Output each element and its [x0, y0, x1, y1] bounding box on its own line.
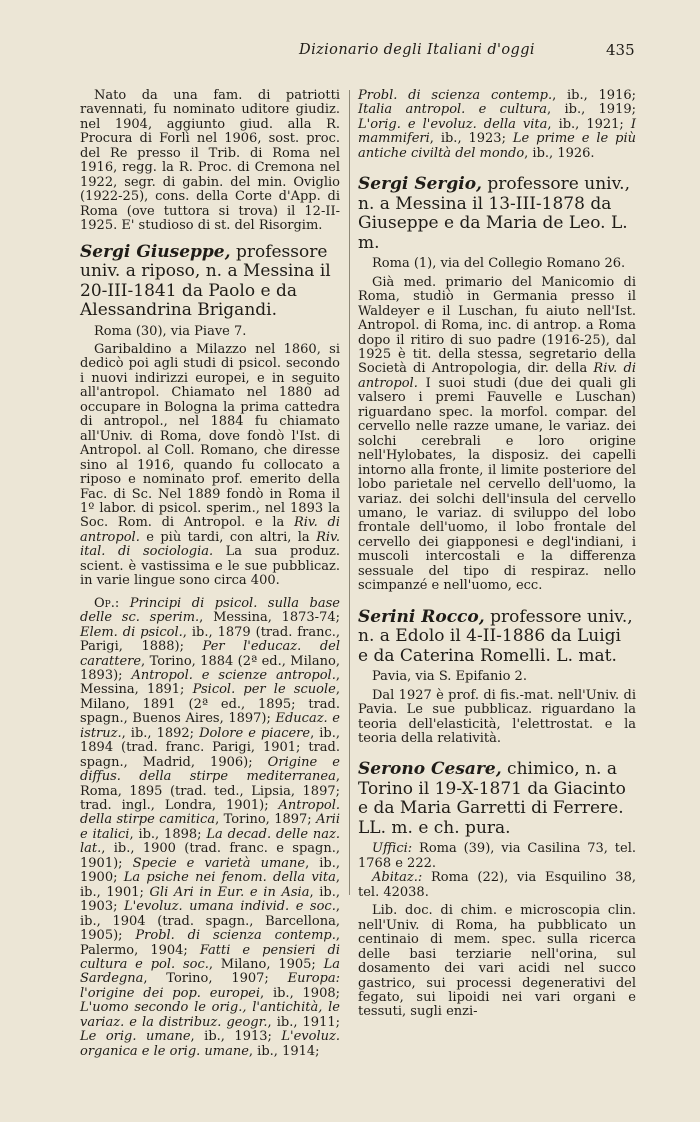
work-publication: , Roma, 1895 (trad. ted., Lipsia, 1897; trad. ingl., Londra, 1901); — [80, 769, 340, 814]
entry-biography — [358, 276, 636, 594]
entry-sergi-giuseppe — [80, 243, 340, 1060]
work-title: L'evoluz. umana individ. e soc. — [124, 899, 336, 915]
works-list — [80, 597, 340, 1060]
work-publication: , ib., 1900 (trad. franc. e spagn., 1901); — [80, 841, 340, 871]
work-title: Fatti e pensieri di cultura e pol. soc. — [80, 942, 340, 973]
work-title: Specie e varietà umane — [132, 855, 306, 871]
work-title: L'uomo secondo le orig., l'antichità, le variaz. e la distribuz. geogr. — [80, 1000, 340, 1030]
work-title: Antropol. della stirpe camitica — [80, 798, 340, 828]
work-title: Educaz. e istruz. — [80, 711, 340, 741]
entry-address: Roma (30), via Piave 7. — [94, 323, 247, 339]
work-publication: , ib., 1894 (trad. franc. Parigi, 1901; trad. spagn., Madrid, 1906); — [80, 725, 340, 770]
home-address: Roma (22), via Esquilino 38, tel. 42038. — [358, 870, 636, 900]
bio-text: Già med. primario del Manicomio di Roma, studiò in Germania presso il Waldeyer e il Luschan, fu aiuto nell'Ist. Antropol. di Roma, inc. di antrop. a Roma dopo il ritiro di suo padre (1916-25), dal 1925 è tit. della stessa, segretario della Società di Antropologia, dir. della — [358, 274, 636, 377]
work-title: Gli Ari in Eur. e in Asia — [149, 884, 310, 900]
work-publication: , ib., 1916; — [552, 88, 636, 103]
entry-heading — [80, 243, 340, 321]
work-title: Psicol. per le scuole — [192, 682, 336, 698]
work-publication: , Messina, 1873-74; — [199, 610, 340, 626]
entry-title: professore univ. a riposo, n. a Messina il 20-III-1841 da Paolo e da Alessandrina Brigandi. — [80, 241, 331, 321]
work-publication: , Milano, 1905; — [208, 957, 324, 973]
work-publication: , ib., 1926. — [524, 145, 595, 161]
bio-text: La sua produz. scient. è vastissima e le sue pubblicaz. in varie lingue sono circa 400. — [80, 544, 340, 589]
work-publication: , ib., 1903; — [80, 884, 340, 915]
continued-entry-text: Nato da una fam. di patriotti ravennati, fu nominato uditore giudiz. nel 1904, aggiunto giud. alla R. Procura di Forlì nel 1906, sost. proc. del Re presso il Trib. di Roma nel 1916, regg. la R. Proc. di Cremona nel 1922, segr. di gabin. del min. Oviglio (1922-25), cons. della Corte d'App. di Roma (ove tuttora si trova) il 12-II-1925. E' studioso di st. del Risorgim. — [80, 88, 340, 234]
journal-title: Riv. di antropol. — [358, 361, 636, 391]
entry-name: Sergi Giuseppe, — [80, 241, 231, 262]
work-publication: , ib., 1913; — [190, 1029, 282, 1045]
entry-name: Serono Cesare, — [358, 759, 502, 780]
work-publication: , ib., 1914; — [248, 1043, 320, 1059]
home-label: Abitaz.: — [372, 870, 423, 886]
work-publication: , ib., 1901; — [80, 870, 340, 900]
work-title: I mammiferi — [358, 116, 636, 147]
work-publication: , Torino, 1897; — [215, 812, 317, 828]
entry-title: professore univ., n. a Edolo il 4-II-1886 da Luigi e da Caterina Romelli. L. mat. — [358, 606, 633, 666]
entry-title: chimico, n. a Torino il 19-X-1871 da Giacinto e da Maria Garretti di Ferrere. LL. m. e ch. pura. — [358, 759, 626, 838]
entry-name: Serini Rocco, — [358, 606, 485, 627]
work-publication: , Palermo, 1904; — [80, 928, 340, 958]
work-title: Antropol. e scienze antropol. — [131, 667, 336, 683]
work-title: L'orig. e l'evoluz. della vita — [358, 116, 548, 132]
right-column — [358, 89, 636, 1020]
work-title: Italia antropol. e cultura — [358, 102, 548, 118]
work-publication: , ib., 1923; — [429, 131, 513, 147]
entry-address: Pavia, via S. Epifanio 2. — [372, 669, 527, 685]
work-title: L'evoluz. organica e le orig. umane — [80, 1029, 340, 1059]
work-title: Per l'educaz. del carattere — [80, 639, 340, 669]
work-publication: , ib., 1911; — [267, 1014, 341, 1030]
work-title: La Sardegna — [80, 957, 340, 987]
bio-text: e più tardi, con altri, la — [139, 529, 317, 545]
work-publication: , ib., 1921; — [547, 116, 631, 132]
work-title: La decad. delle naz. lat. — [80, 826, 340, 857]
work-publication: , Milano, 1891 (2ª ed., 1895; trad. spagn., Buenos Aires, 1897); — [80, 682, 340, 727]
entry-biography: Lib. doc. di chim. e microscopia clin. nell'Univ. di Roma, ha pubblicato un centinaio di mem. spec. sulla ricerca delle basi terziarie nell'orina, sul dosamento dei vari acidi nel succo gastrico, sui processi degenerativi del fegato, sui lipoidi nei vari organi e tessuti, sugli enzi- — [358, 903, 636, 1020]
entry-biography — [80, 343, 340, 589]
continued-works-list — [358, 89, 636, 161]
bio-text: Garibaldino a Milazzo nel 1860, si dedicò poi agli studi di psicol. secondo i nuovi indirizzi europei, e in seguito all'antropol. Chiamato nel 1880 ad occupare in Bologna la prima cattedra di antropol., nel 1884 fu chiamato all'Univ. di Roma, dove fondò l'Ist. di Antropol. al Coll. Romano, che diresse sino al 1916, quando fu collocato a riposo e nominato prof. emerito della Fac. di Sc. Nel 1889 fondò in Roma il 1º labor. di psicol. sperim., nel 1893 la Soc. Rom. di Antropol. e la — [80, 341, 340, 531]
entry-serini-rocco — [358, 608, 636, 747]
work-publication: , ib., 1904 (trad. spagn., Barcellona, 1905); — [80, 899, 340, 944]
entry-home — [358, 871, 636, 900]
work-title: Principi di psicol. sulla base delle sc. sperim. — [80, 595, 340, 626]
work-publication: , Torino, 1907; — [143, 971, 288, 987]
works-label: Op.: — [94, 595, 120, 611]
work-publication: , Messina, 1891; — [80, 667, 340, 698]
entry-heading — [358, 175, 636, 253]
entry-sergi-sergio — [358, 175, 636, 593]
work-title: Elem. di psicol. — [80, 624, 183, 640]
work-publication: , ib., 1879 (trad. franc., Parigi, 1888); — [80, 624, 340, 655]
work-title: Europa: l'origine dei pop. europei — [80, 971, 340, 1001]
left-column — [80, 89, 340, 1059]
journal-title: Riv. di antropol. — [80, 515, 340, 545]
work-title: Probl. di scienza contemp. — [358, 88, 553, 103]
page-number: 435 — [606, 41, 635, 59]
bio-text: I suoi studi (due dei quali gli valsero i premi Fauvelle e Luschan) riguardano spec. la morfol. compar. del cervello nelle razze umane, le variaz. dei solchi cerebrali e loro origine nell'Hylobates, la disposiz. dei capelli intorno alla fronte, il limite posteriore del lobo parietale nel cervello dell'uomo, la variaz. dei solchi dell'insula del cervello umano, le variaz. di sviluppo del lobo frontale dell'uomo, il lobo frontale del cervello dei giapponesi e degl'indiani, i muscoli intercostali e la differenza sessuale del tipo di respiraz. nello scimpanzé e nell'uomo, ecc. — [358, 375, 636, 594]
page-header — [0, 42, 700, 68]
work-publication: , ib., 1898; — [129, 826, 207, 842]
offices-label: Uffici: — [372, 841, 413, 857]
work-publication: , ib., 1919; — [547, 102, 637, 118]
work-title: Le orig. umane — [80, 1029, 191, 1045]
work-publication: , ib., 1900; — [80, 855, 341, 886]
entry-address: Roma (1), via del Collegio Romano 26. — [372, 256, 626, 272]
entry-biography: Dal 1927 è prof. di fis.-mat. nell'Univ. di Pavia. Le sue pubblicaz. riguardano la teoria dell'elasticità, l'elettrostat. e la teoria della relatività. — [358, 687, 636, 746]
work-title: Le prime e le più antiche civiltà del mondo — [358, 131, 636, 161]
entry-heading — [358, 760, 636, 838]
column-divider — [349, 90, 350, 895]
work-title: Probl. di scienza contemp. — [135, 928, 336, 944]
entry-serono-cesare — [358, 760, 636, 1019]
entry-title: professore univ., n. a Messina il 13-III-1878 da Giuseppe e da Maria de Leo. L. m. — [358, 174, 630, 253]
entry-offices — [358, 842, 636, 871]
journal-title: Riv. ital. di sociologia. — [80, 529, 340, 560]
running-title: Dizionario degli Italiani d'oggi — [299, 42, 535, 58]
work-publication: , ib., 1892; — [121, 725, 200, 741]
work-title: Arii e italici — [80, 812, 340, 842]
work-title: Origine e diffus. della stirpe mediterranea — [80, 754, 340, 785]
offices-address: Roma (39), via Casilina 73, tel. 1768 e 222. — [358, 841, 636, 871]
entry-name: Sergi Sergio, — [358, 174, 482, 195]
work-publication: , ib., 1908; — [260, 985, 340, 1001]
work-title: La psiche nei fenom. della vita — [123, 870, 336, 886]
work-publication: , Torino, 1884 (2ª ed., Milano, 1893); — [80, 653, 340, 683]
entry-heading — [358, 608, 636, 667]
work-title: Dolore e piacere — [199, 725, 311, 741]
